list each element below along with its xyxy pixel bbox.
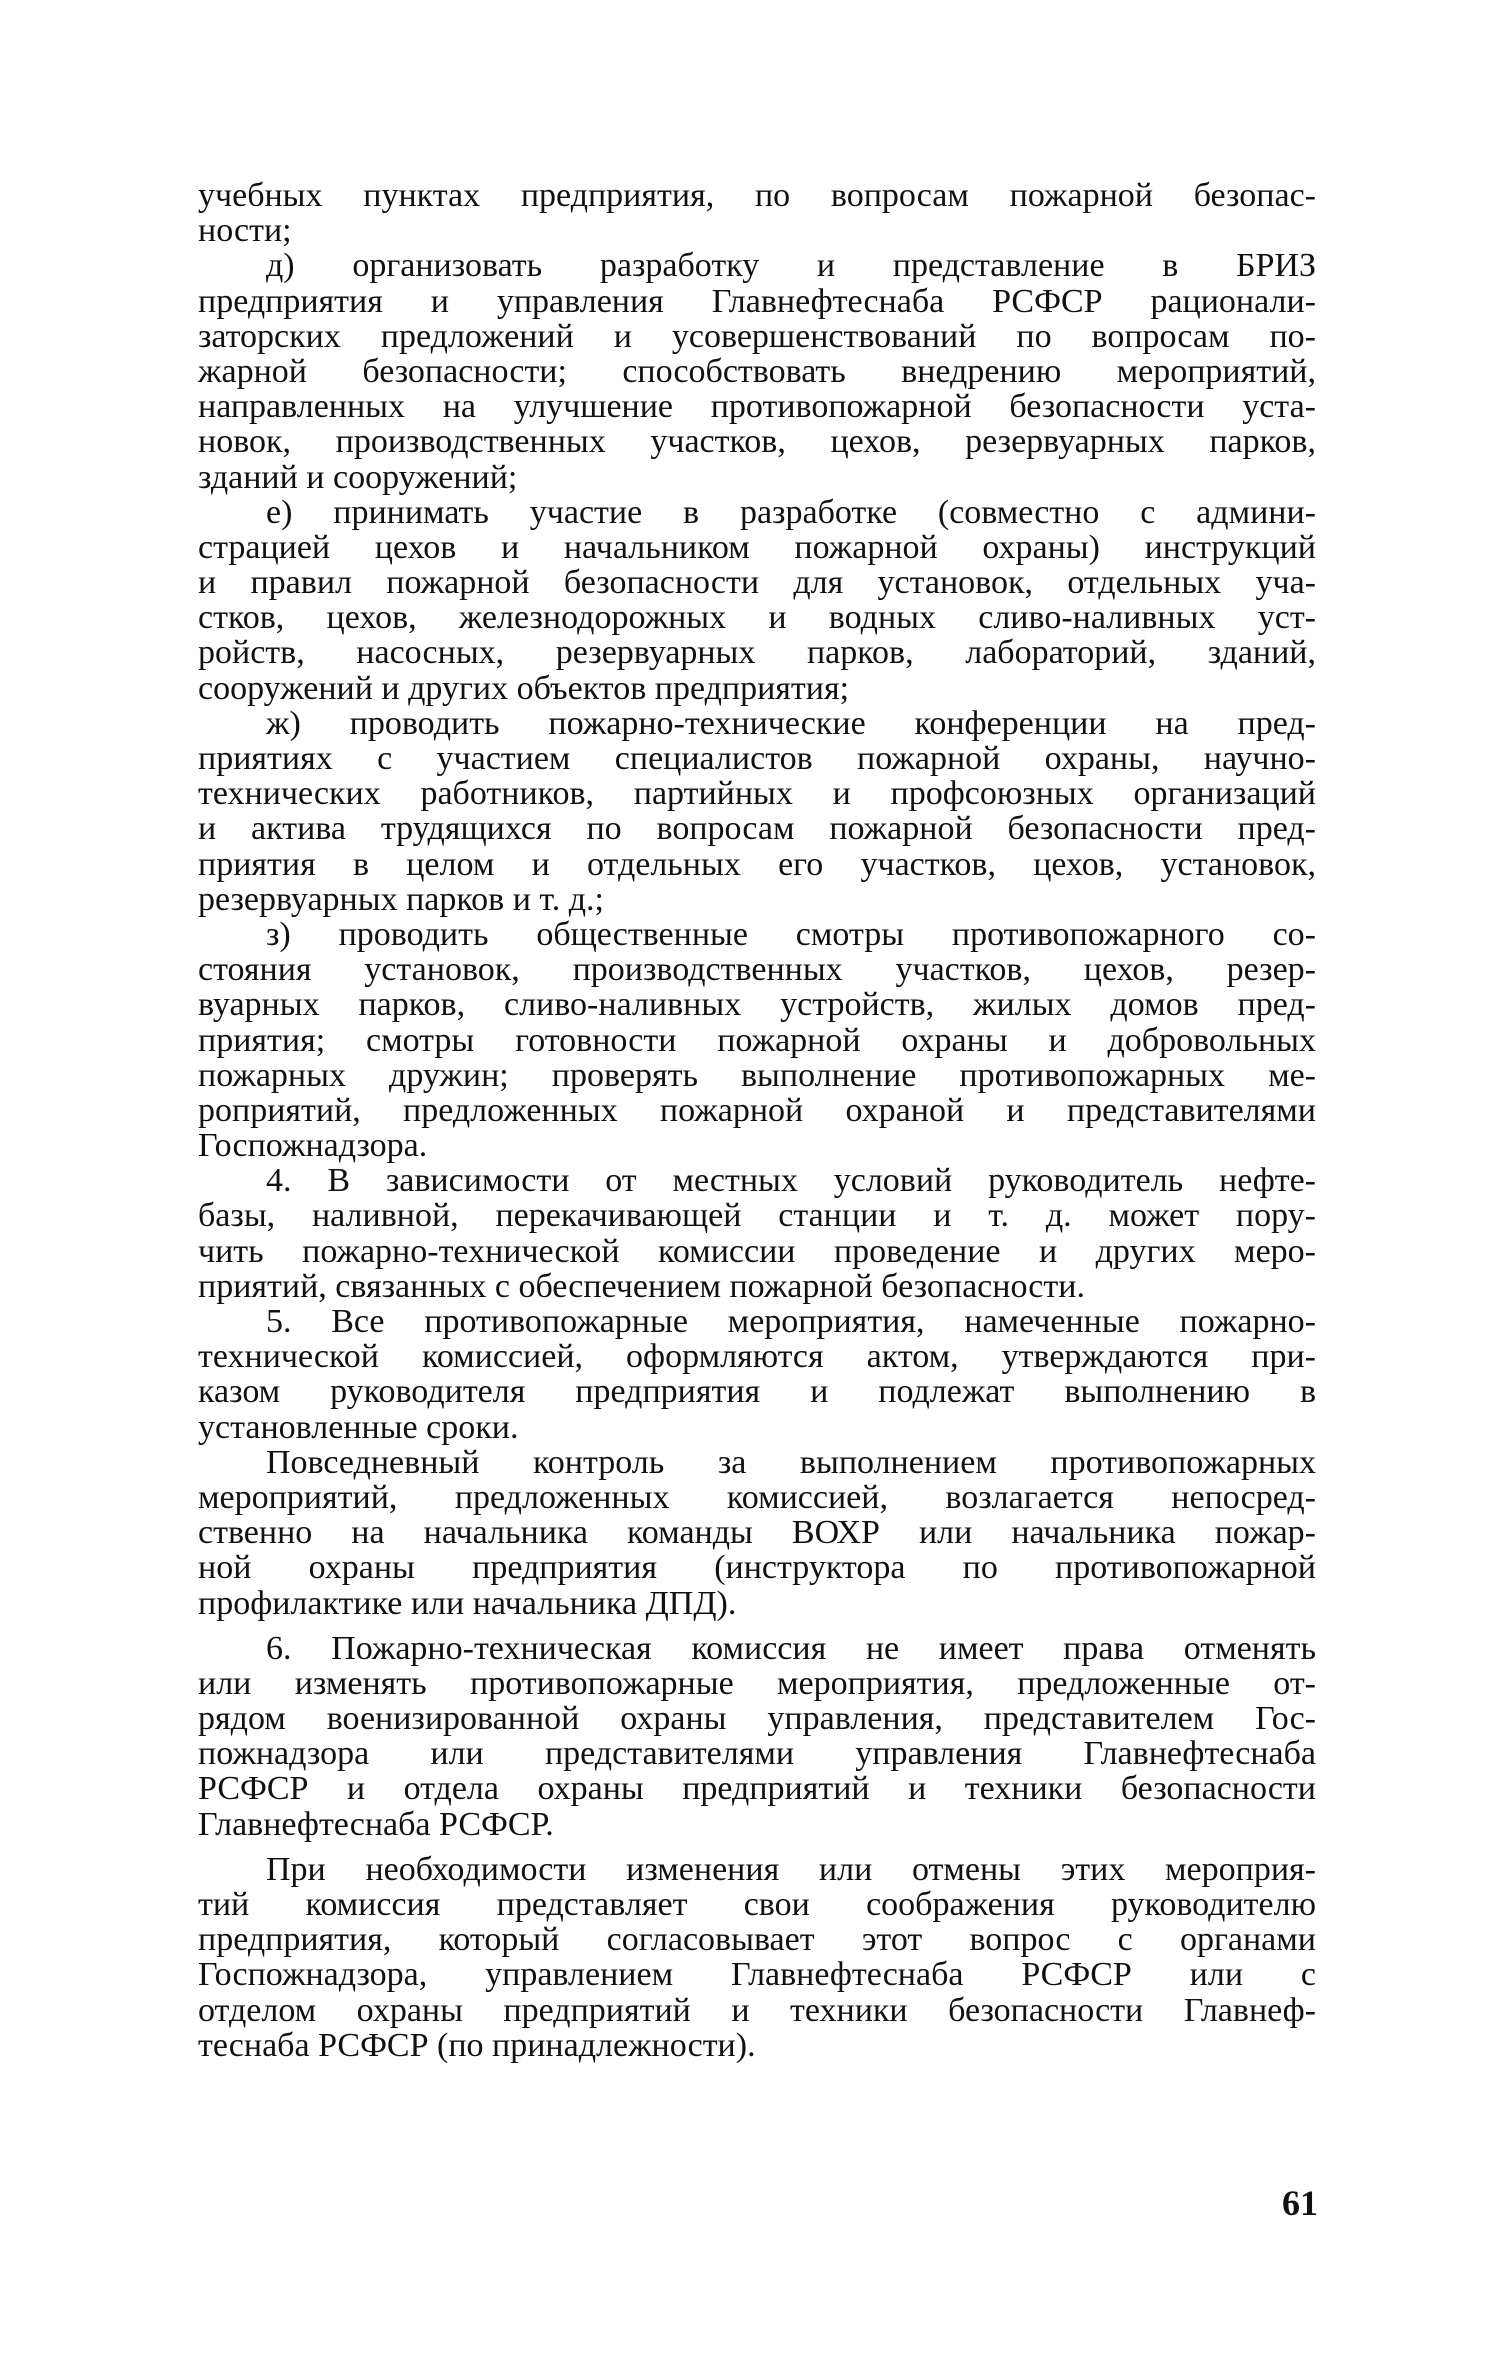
text-line: направленных на улучшение противопожарной безопасности уста-	[198, 389, 1316, 425]
text-line: новок, производственных участков, цехов, резервуарных парков,	[198, 424, 1316, 460]
text-line: профилактике или начальника ДПД).	[198, 1585, 737, 1621]
text-line: ной охраны предприятия (инструктора по противопожарной	[198, 1550, 1316, 1586]
text-line: зданий и сооружений;	[198, 459, 518, 495]
text-line: страцией цехов и начальником пожарной охраны) инструкций	[198, 529, 1316, 566]
text-line: учебных пунктах предприятия, по вопросам пожарной безопас-	[198, 178, 1316, 214]
text-line: базы, наливной, перекачивающей станции и т. д. может пору-	[198, 1198, 1316, 1234]
text-line: технической комиссией, оформляются актом, утверждаются при-	[198, 1339, 1316, 1375]
text-line: и правил пожарной безопасности для установок, отдельных уча-	[198, 565, 1316, 601]
document-page	[198, 178, 1316, 2138]
text-line: приятий, связанных с обеспечением пожарной безопасности.	[198, 1268, 1085, 1304]
text-line: казом руководителя предприятия и подлежат выполнению в	[198, 1374, 1316, 1410]
text-line: роприятий, предложенных пожарной охраной и представителями	[198, 1092, 1316, 1129]
text-line: д) организовать разработку и представление в БРИЗ	[266, 248, 1316, 284]
text-line: Госпожнадзора.	[198, 1128, 428, 1164]
paragraph-item-zh	[198, 706, 1316, 917]
text-line: предприятия и управления Главнефтеснаба РСФСР рационали-	[198, 283, 1316, 319]
text-line: РСФСР и отдела охраны предприятий и техники безопасности	[198, 1771, 1316, 1807]
text-line: стков, цехов, железнодорожных и водных сливо-наливных уст-	[198, 600, 1316, 636]
text-line: или изменять противопожарные мероприятия, предложенные от-	[198, 1665, 1316, 1702]
text-line: пожарных дружин; проверять выполнение противопожарных ме-	[198, 1057, 1316, 1093]
text-line: приятия в целом и отдельных его участков, цехов, установок,	[198, 846, 1316, 882]
text-line: пожнадзора или представителями управления Главнефтеснаба	[198, 1736, 1316, 1772]
text-line: При необходимости изменения или отмены этих мероприя-	[266, 1851, 1316, 1887]
paragraph-point-6	[198, 1631, 1316, 1842]
text-line: и актива трудящихся по вопросам пожарной безопасности пред-	[198, 811, 1316, 847]
paragraph-gap	[198, 1621, 1316, 1631]
text-line: стояния установок, производственных участков, цехов, резер-	[198, 952, 1316, 988]
text-line: приятиях с участием специалистов пожарной охраны, научно-	[198, 741, 1316, 777]
paragraph-gap	[198, 1842, 1316, 1852]
paragraph-item-d	[198, 248, 1316, 494]
text-line: Госпожнадзора, управлением Главнефтеснаба РСФСР или с	[198, 1957, 1316, 1993]
text-line: резервуарных парков и т. д.;	[198, 881, 604, 917]
page-number: 61	[1282, 2183, 1318, 2223]
text-line: установленные сроки.	[198, 1409, 519, 1445]
text-line: е) принимать участие в разработке (совместно с админи-	[266, 494, 1316, 530]
text-line: 5. Все противопожарные мероприятия, намеченные пожарно-	[266, 1304, 1316, 1340]
text-line: заторских предложений и усовершенствований по вопросам по-	[198, 318, 1316, 354]
text-line: ности;	[198, 213, 292, 249]
paragraph-item-z	[198, 917, 1316, 1163]
text-line: з) проводить общественные смотры противопожарного со-	[266, 916, 1316, 953]
text-line: тий комиссия представляет свои соображения руководителю	[198, 1887, 1316, 1923]
text-line: мероприятий, предложенных комиссией, возлагается непосред-	[198, 1479, 1316, 1516]
paragraph-point-4	[198, 1163, 1316, 1304]
text-line: приятия; смотры готовности пожарной охраны и добровольных	[198, 1022, 1316, 1058]
text-line: отделом охраны предприятий и техники безопасности Главнеф-	[198, 1992, 1316, 2028]
text-line: предприятия, который согласовывает этот вопрос с органами	[198, 1922, 1316, 1958]
text-line: Повседневный контроль за выполнением противопожарных	[266, 1444, 1316, 1480]
text-line: Главнефтеснаба РСФСР.	[198, 1806, 554, 1842]
text-line: чить пожарно-технической комиссии проведение и других меро-	[198, 1233, 1316, 1269]
paragraph-point-5	[198, 1304, 1316, 1445]
text-line: 4. В зависимости от местных условий руководитель нефте-	[266, 1163, 1316, 1199]
text-line: вуарных парков, сливо-наливных устройств, жилых домов пред-	[198, 987, 1316, 1023]
text-line: технических работников, партийных и профсоюзных организаций	[198, 776, 1316, 812]
text-line: рядом военизированной охраны управления, представителем Гос-	[198, 1701, 1316, 1737]
text-line: 6. Пожарно-техническая комиссия не имеет права отменять	[266, 1630, 1316, 1666]
paragraph-control	[198, 1445, 1316, 1621]
paragraph-change	[198, 1852, 1316, 2063]
text-line: ж) проводить пожарно-технические конференции на пред-	[266, 705, 1316, 741]
text-line: ройств, насосных, резервуарных парков, лабораторий, зданий,	[198, 635, 1316, 671]
paragraph-continuation	[198, 178, 1316, 248]
paragraph-item-e	[198, 495, 1316, 706]
text-line: ственно на начальника команды ВОХР или начальника пожар-	[198, 1515, 1316, 1551]
text-line: жарной безопасности; способствовать внедрению мероприятий,	[198, 353, 1316, 390]
text-line: сооружений и других объектов предприятия;	[198, 670, 850, 706]
text-line: теснаба РСФСР (по принадлежности).	[198, 2027, 756, 2063]
